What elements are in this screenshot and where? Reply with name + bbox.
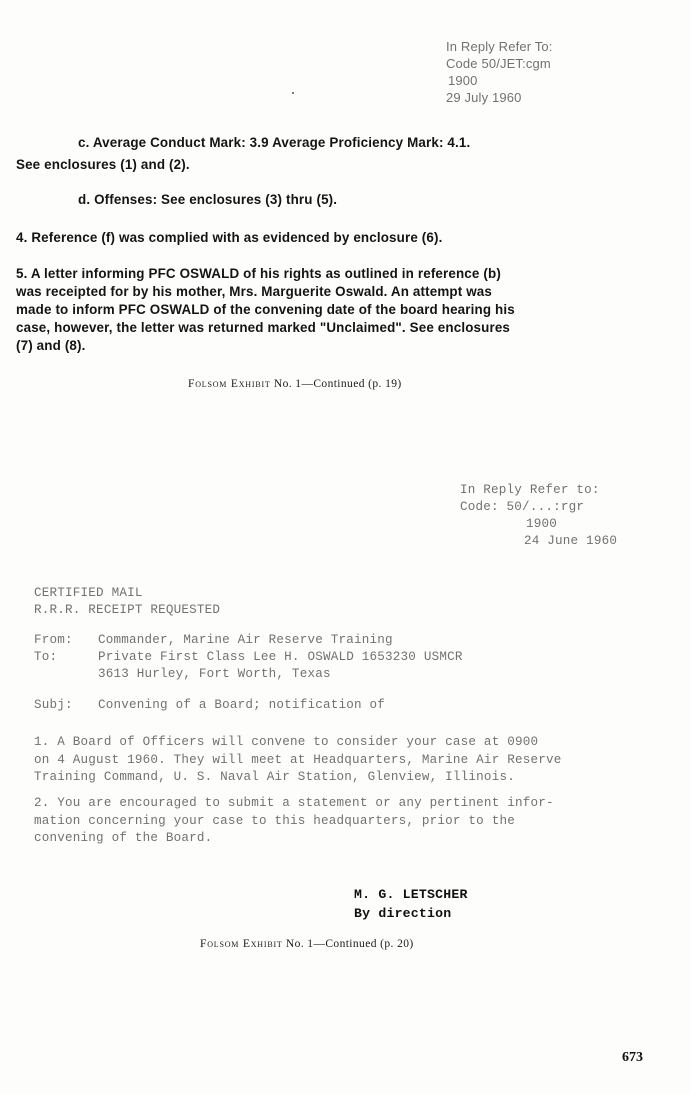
reply-line: 1900 <box>526 517 558 531</box>
notification-paragraph-line: on 4 August 1960. They will meet at Headquarters, Marine Air Reserve <box>34 752 562 767</box>
to-row-address <box>34 666 463 683</box>
subject-row <box>34 698 385 712</box>
paragraph-d: d. Offenses: See enclosures (3) thru (5). <box>78 192 338 207</box>
paragraph-5-line: case, however, the letter was returned marked "Unclaimed". See enclosures <box>16 320 511 335</box>
notification-paragraph-line: 1. A Board of Officers will convene to consider your case at 0900 <box>34 735 539 749</box>
reply-line: 1900 <box>448 73 478 88</box>
mail-status-block <box>34 585 220 619</box>
from-row <box>34 632 463 649</box>
to-row <box>34 649 463 666</box>
subject-text: Convening of a Board; notification of <box>98 698 386 712</box>
reply-line: Code 50/JET:cgm <box>446 56 551 71</box>
by-direction: By direction <box>354 906 452 921</box>
to-text: Private First Class Lee H. OSWALD 1653230 USMCR <box>98 650 463 664</box>
caption-exhibit-label: Folsom Exhibit <box>200 938 283 950</box>
reply-reference-block-1 <box>446 38 553 106</box>
to-address-text: 3613 Hurley, Fort Worth, Texas <box>98 667 331 681</box>
paragraph-5-line: made to inform PFC OSWALD of the convening date of the board hearing his <box>16 302 515 317</box>
from-text: Commander, Marine Air Reserve Training <box>98 633 393 647</box>
paragraph-5 <box>16 265 515 355</box>
paragraph-5-line: was receipted for by his mother, Mrs. Marguerite Oswald. An attempt was <box>16 284 492 299</box>
from-label: From: <box>34 633 73 647</box>
paragraph-5-line: 5. A letter informing PFC OSWALD of his rights as outlined in reference (b) <box>16 266 501 281</box>
notification-paragraph-line: convening of the Board. <box>34 831 213 845</box>
reply-reference-block-2 <box>460 482 617 550</box>
notification-paragraph-line: mation concerning your case to this headquarters, prior to the <box>34 813 515 828</box>
address-block <box>34 632 463 683</box>
caption-continued: No. 1—Continued (p. 20) <box>285 938 414 950</box>
speck <box>292 92 294 94</box>
subject-label: Subj: <box>34 698 73 712</box>
caption-continued: No. 1—Continued (p. 19) <box>273 378 402 390</box>
paragraph-c-line2: See enclosures (1) and (2). <box>16 157 190 172</box>
notification-paragraph-line: 2. You are encouraged to submit a statement or any pertinent infor- <box>34 796 554 810</box>
paragraph-c-line1: c. Average Conduct Mark: 3.9 Average Proficiency Mark: 4.1. <box>78 135 471 150</box>
receipt-requested-line: R.R.R. RECEIPT REQUESTED <box>34 603 221 617</box>
reply-line: In Reply Refer to: <box>460 483 600 497</box>
reply-line: Code: 50/...:rgr <box>460 500 585 514</box>
reply-line: 29 July 1960 <box>446 90 522 105</box>
page-number: 673 <box>622 1050 643 1065</box>
reply-line: 24 June 1960 <box>524 534 618 548</box>
reply-line: In Reply Refer To: <box>446 39 553 54</box>
paragraph-5-line: (7) and (8). <box>16 338 86 353</box>
exhibit-caption-1 <box>188 378 402 390</box>
exhibit-caption-2 <box>200 938 414 950</box>
signatory-name: M. G. LETSCHER <box>354 887 468 902</box>
caption-exhibit-label: Folsom Exhibit <box>188 378 271 390</box>
signature-block <box>354 886 468 924</box>
to-label: To: <box>34 650 58 664</box>
notification-paragraph-2 <box>34 795 554 848</box>
certified-mail-line: CERTIFIED MAIL <box>34 586 143 600</box>
notification-paragraph-line: Training Command, U. S. Naval Air Station, Glenview, Illinois. <box>34 770 515 784</box>
notification-paragraph-1 <box>34 734 562 787</box>
paragraph-4: 4. Reference (f) was complied with as evidenced by enclosure (6). <box>16 230 443 245</box>
